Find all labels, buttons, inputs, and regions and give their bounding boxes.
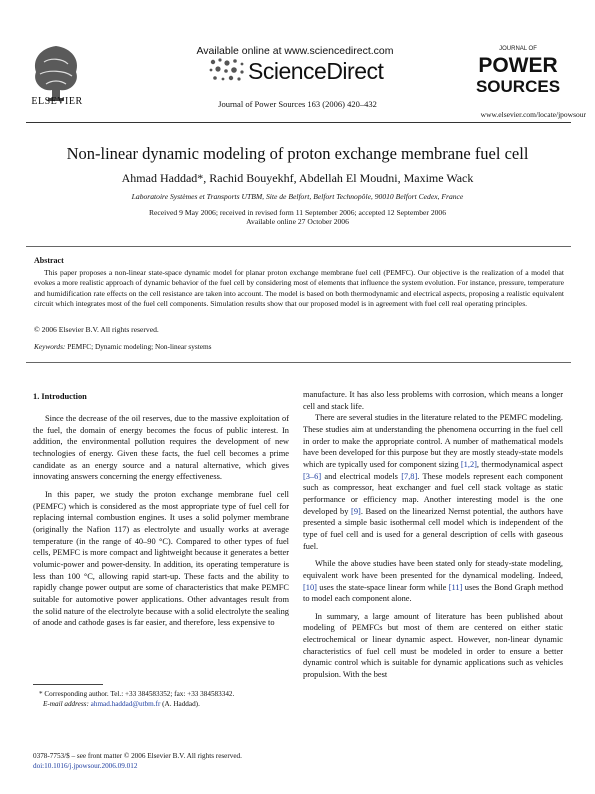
keywords-line bbox=[34, 342, 212, 351]
journal-logo-sources-text: SOURCES bbox=[475, 77, 561, 96]
intro-paragraph-3: manufacture. It has also less problems with corrosion, which means a longer cell and stack life. bbox=[303, 390, 563, 411]
text-segment: While the above studies have been stated only for steady-state modeling, equivalent work have been presented for the dynamical modeling. Indeed, bbox=[303, 559, 563, 580]
email-line bbox=[33, 700, 289, 710]
citation-link[interactable]: [1,2] bbox=[460, 459, 477, 469]
text-segment: uses the Bond Graph method to model each component alone. bbox=[303, 582, 564, 604]
section-heading-introduction: 1. Introduction bbox=[33, 392, 87, 401]
text-segment: uses the state-space linear form while bbox=[316, 582, 449, 592]
body-column-left bbox=[33, 413, 289, 629]
text-segment: . Based on the linearized Nernst potential, the authors have presented a simple basic isothermal cell model which is independent of the type of fuel cell and is used for a general description of cells with gaseous fuel. bbox=[303, 506, 564, 551]
body-column-right bbox=[303, 389, 563, 681]
available-online-text[interactable]: Available online at www.sciencedirect.com bbox=[196, 45, 394, 57]
text-segment: There are several studies in the literature related to the PEMFC modeling. These studies aim at understanding the phenomena occurring in the fuel cell in order to make the appropriate control. A number of mathematical models have been developed for this purpose but they are mostly steady-state models which are typically used for component sizing bbox=[303, 413, 563, 469]
author-affiliation: Laboratoire Systèmes et Transports UTBM, Site de Belfort, Belfort Technopôle, 90010 Belfort Cedex, France bbox=[131, 192, 464, 201]
intro-paragraph-5 bbox=[303, 558, 563, 605]
intro-paragraph-4 bbox=[303, 412, 563, 552]
sciencedirect-wordmark: ScienceDirect bbox=[248, 58, 384, 84]
intro-paragraph-6: In summary, a large amount of literature has been published about modeling of PEMFCs but most of them are centered on either static electrochemical or linear dynamic aspect. However, non-linear dynamic characteristics of fuel cell must be modeled in order to ensure a better dynamic control which is suitable for dynamic applications such as vehicles propulsion. With the best bbox=[303, 611, 563, 680]
journal-logo-power-text: POWER bbox=[478, 54, 558, 77]
elsevier-tree-logo bbox=[26, 42, 86, 104]
corresponding-author-footnote bbox=[33, 690, 289, 709]
publisher-name: ELSEVIER bbox=[31, 96, 83, 107]
header-divider bbox=[26, 122, 571, 123]
sciencedirect-dots-icon bbox=[207, 56, 247, 84]
article-title: Non-linear dynamic modeling of proton exchange membrane fuel cell bbox=[66, 144, 529, 163]
received-dates: Received 9 May 2006; received in revised form 11 September 2006; accepted 12 September 2006 bbox=[148, 208, 447, 217]
abstract-copyright: © 2006 Elsevier B.V. All rights reserved. bbox=[34, 325, 159, 334]
journal-logo-small-text: JOURNAL OF bbox=[499, 46, 537, 52]
citation-link[interactable]: [9] bbox=[351, 506, 361, 516]
intro-paragraph-2: In this paper, we study the proton exchange membrane fuel cell (PEMFC) which is considered as the most appropriate type of fuel cell for replacing internal combustion engines. It uses a solid polymer membrane (originally the Nafion 117) as electrolyte and usually works at average temperature (in the range of 40–90 °C). Compared to other types of fuel cells, PEMFC is more compact and lightweight because it generates a better volumic-power and power-density. In addition, its operating temperature is less than 100 °C, allowing rapid start-up. These facts and the ability to rapidly change power output are some of characteristics that make PEMFC suitable for automotive power applications. Other advantages result from the solid nature of the electrolyte because with a solid electrolyte the sealing of anode and cathode gases is far easier, and therefore, less expensive to bbox=[33, 489, 289, 628]
intro-paragraph-1: Since the decrease of the oil reserves, due to the massive exploitation of the fuel, the domain of energy becomes the focus of public interest. In addition, the environmental pollution requires the development of new technologies of energy. Given these facts, the fuel cell becomes a prime candidate as an energy source and a natural alternative, which gives innovating answers concerning the energy effectiveness. bbox=[33, 414, 289, 482]
citation-link[interactable]: [10] bbox=[303, 582, 317, 592]
text-segment: and electrical models bbox=[321, 471, 402, 481]
text-segment: . These models represent each component such as compressor, heat exchanger and fuel cell stack voltage as static performance or efficiency map. Another interesting model is the one developed by bbox=[303, 471, 564, 516]
abstract-top-divider bbox=[26, 246, 571, 247]
email-suffix: (A. Haddad). bbox=[162, 699, 200, 708]
journal-power-sources-logo bbox=[475, 42, 561, 104]
keywords-list: PEMFC; Dynamic modeling; Non-linear systems bbox=[67, 342, 212, 351]
doi-link[interactable]: doi:10.1016/j.jpowsour.2006.09.012 bbox=[33, 761, 138, 770]
email-label: E-mail address: bbox=[43, 699, 89, 708]
issn-line: 0378-7753/$ – see front matter © 2006 Elsevier B.V. All rights reserved. bbox=[33, 752, 242, 760]
abstract-bottom-divider bbox=[26, 362, 571, 363]
journal-reference: Journal of Power Sources 163 (2006) 420–432 bbox=[218, 99, 377, 109]
citation-link[interactable]: [11] bbox=[448, 582, 463, 592]
corresponding-author-contact: * Corresponding author. Tel.: +33 384583352; fax: +33 384583342. bbox=[39, 690, 235, 698]
abstract-heading: Abstract bbox=[34, 256, 64, 265]
email-link[interactable]: ahmad.haddad@utbm.fr bbox=[90, 699, 161, 708]
footnote-divider bbox=[33, 684, 103, 685]
article-authors: Ahmad Haddad*, Rachid Bouyekhf, Abdellah El Moudni, Maxime Wack bbox=[121, 171, 474, 185]
citation-link[interactable]: [3–6] bbox=[303, 471, 322, 481]
journal-url-link[interactable]: www.elsevier.com/locate/jpowsour bbox=[480, 110, 586, 119]
abstract-text: This paper proposes a non-linear state-space dynamic model for planar proton exchange membrane fuel cell (PEMFC). Our objective is the realization of a model that evokes a more realistic approach of dynamic behavior of the fuel cell by considering most of elements that influence the system evolution. For instance, pressure, temperature and humidification rate effects on the cell resistance are taken into account. The model is based on both thermodynamic and electrical aspects, proposing a realistic equivalent circuit which integrates most of the fuel cell components. Simulation results show that our proposed model is in agreement with fuel cell real operating principles. bbox=[34, 268, 564, 308]
online-date: Available online 27 October 2006 bbox=[246, 217, 349, 226]
page-footer bbox=[33, 752, 289, 771]
text-segment: , thermodynamical aspect bbox=[476, 459, 563, 469]
keywords-label: Keywords: bbox=[34, 342, 66, 351]
citation-link[interactable]: [7,8] bbox=[401, 471, 418, 481]
